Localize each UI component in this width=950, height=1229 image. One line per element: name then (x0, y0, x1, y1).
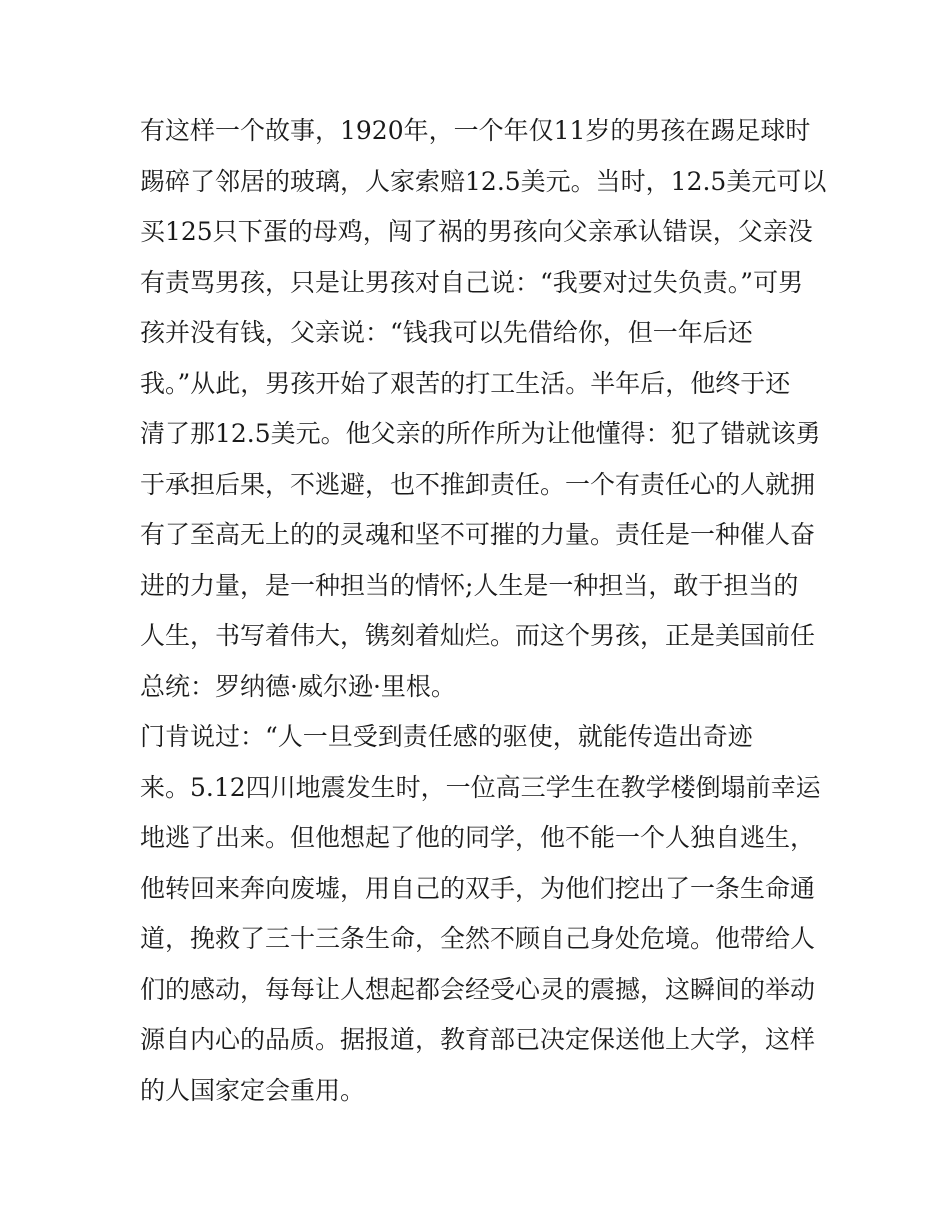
text-line: 源自内心的品质。据报道，教育部已决定保送他上大学，这样 (140, 1025, 816, 1054)
text-line: 来。5.12四川地震发生时，一位高三学生在教学楼倒塌前幸运 (140, 772, 821, 802)
text-line: 们的感动，每每让人想起都会经受心灵的震撼，这瞬间的举动 (140, 974, 816, 1004)
text-line: 踢碎了邻居的玻璃，人家索赔12.5美元。当时，12.5美元可以 (140, 166, 827, 196)
text-line: 进的力量，是一种担当的情怀;人生是一种担当，敢于担当的 (140, 570, 799, 600)
text-line: 有这样一个故事，1920年，一个年仅11岁的男孩在踢足球时 (140, 116, 811, 145)
text-line: 总统：罗纳德·威尔逊·里根。 (140, 671, 456, 701)
text-line: 买125只下蛋的母鸡，闯了祸的男孩向父亲承认错误，父亲没 (140, 217, 813, 246)
text-line: 门肯说过：“人一旦受到责任感的驱使，就能传造出奇迹 (140, 722, 753, 751)
text-line: 地逃了出来。但他想起了他的同学，他不能一个人独自逃生， (140, 823, 816, 852)
text-line: 有责骂男孩，只是让男孩对自己说：“我要对过失负责。”可男 (140, 267, 804, 297)
text-line: 孩并没有钱，父亲说：“钱我可以先借给你，但一年后还 (140, 318, 753, 347)
text-line: 人生，书写着伟大，镌刻着灿烂。而这个男孩，正是美国前任 (140, 621, 816, 650)
text-line: 的人国家定会重用。 (140, 1075, 366, 1105)
text-line: 我。”从此，男孩开始了艰苦的打工生活。半年后，他终于还 (140, 368, 791, 398)
text-line: 道，挽救了三十三条生命，全然不顾自己身处危境。他带给人 (140, 924, 816, 953)
text-line: 清了那12.5美元。他父亲的所作所为让他懂得：犯了错就该勇 (140, 419, 821, 448)
article-body (140, 106, 827, 1116)
text-line: 于承担后果，不逃避，也不推卸责任。一个有责任心的人就拥 (140, 469, 816, 499)
text-line: 他转回来奔向废墟，用自己的双手，为他们挖出了一条生命通 (140, 873, 816, 903)
text-line: 有了至高无上的的灵魂和坚不可摧的力量。责任是一种催人奋 (140, 520, 816, 549)
